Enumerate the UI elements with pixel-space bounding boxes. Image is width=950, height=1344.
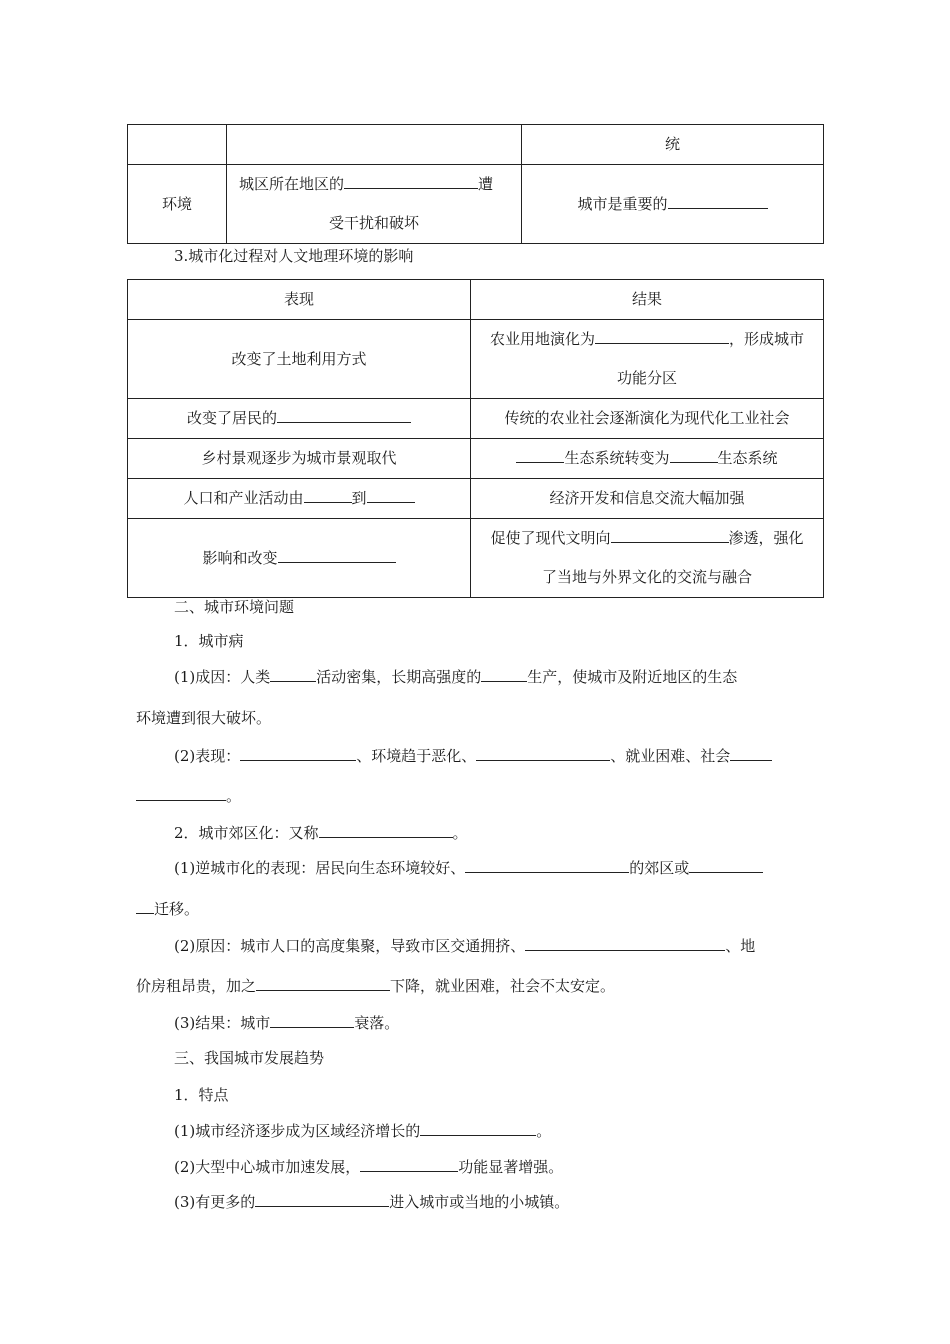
blank-line [319,823,453,838]
cell-text: 影响和改变 [202,548,278,567]
text: (1)城市经济逐步成为区域经济增长的 [174,1122,421,1140]
text: (2)表现： [174,747,241,765]
blank-line [367,488,415,503]
impact-table [127,279,824,598]
blank-line [595,329,729,344]
blank-line [270,1013,354,1028]
blank-line [668,194,768,209]
text: 下降，就业困难，社会不太安定。 [390,977,616,995]
table-cell [522,165,824,244]
table-cell [128,399,471,439]
table-row [128,479,824,519]
text: 、地 [725,937,756,955]
text: 的郊区或 [629,859,690,877]
table-cell [128,479,471,519]
blank-line [689,858,763,873]
table-row [128,165,824,244]
column-header: 表现 [128,280,471,320]
table-row [128,320,824,399]
blank-line [344,174,478,189]
text: 生产，使城市及附近地区的生态 [527,668,738,686]
blank-line [670,448,718,463]
paragraph-line [174,1157,563,1177]
paragraph-line [174,858,763,878]
cell-text: 受干扰和破坏 [328,214,419,232]
table-cell: 乡村景观逐步为城市景观取代 [128,439,471,479]
blank-line [277,408,411,423]
paragraph-line [136,786,241,806]
blank-line [420,1121,536,1136]
blank-line [525,936,725,951]
table-cell: 经济开发和信息交流大幅加强 [471,479,824,519]
column-header: 结果 [471,280,824,320]
cell-text: 功能分区 [616,369,677,387]
cell-text: 了当地与外界文化的交流与融合 [541,568,752,586]
blank-line [255,1192,389,1207]
table-cell: 传统的农业社会逐渐演化为现代化工业社会 [471,399,824,439]
paragraph-line [174,667,737,687]
paragraph-line [174,1192,569,1212]
table-row [128,125,824,165]
cell-text: 人口和产业活动由 [183,489,304,507]
blank-line [136,899,154,914]
blank-line [240,746,356,761]
paragraph-line [174,746,772,766]
blank-line [304,488,352,503]
paragraph-line [174,1121,551,1141]
table-row [128,399,824,439]
text: 2．城市郊区化：又称 [174,824,319,842]
cell-text: 渗透，强化 [728,529,804,547]
table-cell [128,125,227,165]
text: 迁移。 [154,900,200,918]
blank-line [270,667,316,682]
text: (1)逆城市化的表现：居民向生态环境较好、 [174,859,466,877]
paragraph-line [136,899,199,919]
blank-line [476,746,610,761]
paragraph-line [174,936,755,956]
cell-text: 生态系统转变为 [564,449,670,467]
table-continuation [127,124,824,244]
blank-line [730,746,772,761]
table-cell: 环境 [128,165,227,244]
cell-text: 生态系统 [717,449,778,467]
table-cell [227,165,522,244]
blank-line [516,448,564,463]
cell-text: 农业用地演化为 [489,330,595,348]
table-cell [471,439,824,479]
subsection-heading [174,823,468,843]
section-heading: 3.城市化过程对人文地理环境的影响 [174,247,414,265]
text: 活动密集，长期高强度的 [316,668,482,686]
text: 衰落。 [354,1014,400,1032]
paragraph-line: 环境遭到很大破坏。 [136,709,272,727]
text: (3)有更多的 [174,1193,256,1211]
table-row [128,439,824,479]
subsection-heading: 1．城市病 [174,632,244,650]
table-cell [471,519,824,598]
cell-text: 城市是重要的 [577,194,668,213]
text: 。 [452,824,468,842]
text: (3)结果：城市 [174,1014,271,1032]
cell-text: 改变了居民的 [186,409,277,427]
table-cell [128,519,471,598]
text: 进入城市或当地的小城镇。 [389,1193,570,1211]
blank-line [611,528,729,543]
text: (2)原因：城市人口的高度集聚，导致市区交通拥挤、 [174,937,526,955]
text: (2)大型中心城市加速发展， [174,1158,361,1176]
paragraph-line [174,1013,399,1033]
table-row [128,519,824,598]
table-cell [227,125,522,165]
table-cell: 改变了土地利用方式 [128,320,471,399]
blank-line [278,548,396,563]
text: 功能显著增强。 [458,1158,564,1176]
blank-line [360,1157,458,1172]
table-cell: 统 [522,125,824,165]
table-cell [471,320,824,399]
section-heading: 二、城市环境问题 [174,598,295,616]
table-header-row [128,280,824,320]
text: 、就业困难、社会 [610,747,731,765]
blank-line [465,858,629,873]
cell-text: 遭 [478,175,494,193]
subsection-heading: 1．特点 [174,1086,229,1104]
section-heading: 三、我国城市发展趋势 [174,1049,325,1067]
blank-line [481,667,527,682]
text: 价房租昂贵，加之 [136,977,257,995]
blank-line [136,786,226,801]
blank-line [256,976,390,991]
text: 。 [536,1122,552,1140]
paragraph-line [136,976,615,996]
text: 、环境趋于恶化、 [356,747,477,765]
text: (1)成因：人类 [174,668,271,686]
cell-text: ，形成城市 [729,330,805,348]
text: 。 [226,787,242,805]
cell-text: 城区所在地区的 [239,175,345,193]
cell-text: 到 [351,489,367,507]
cell-text: 促使了现代文明向 [490,529,611,547]
